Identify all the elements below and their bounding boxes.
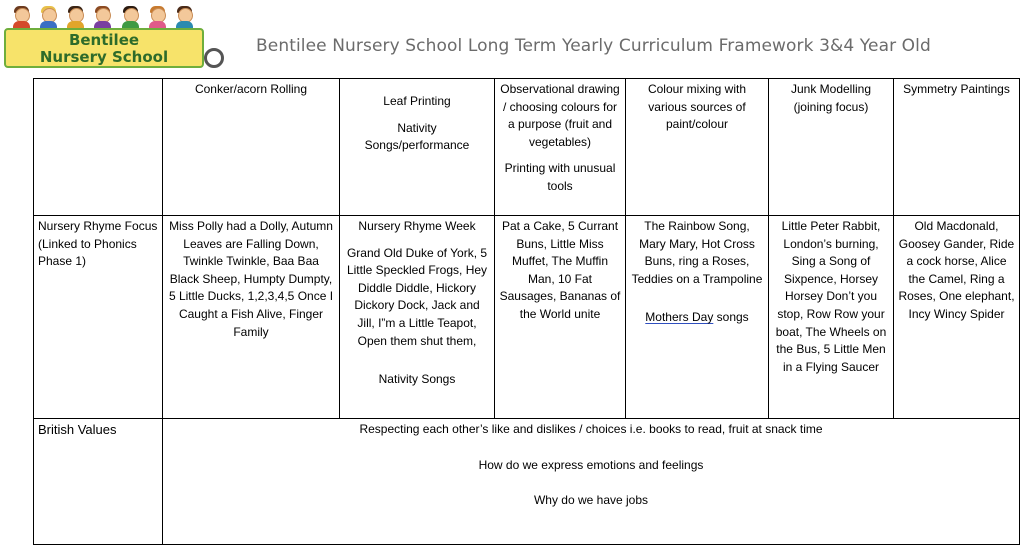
activity-text: Printing with unusual tools — [504, 161, 616, 193]
wheelchair-wheel-icon — [204, 48, 224, 68]
rhyme-footer — [630, 309, 764, 327]
activity-cell — [769, 79, 894, 216]
british-values-row — [34, 419, 1020, 545]
rhyme-footer: Nativity Songs — [378, 372, 456, 387]
activity-text: Conker/acorn Rolling — [194, 82, 308, 96]
british-values-cell — [163, 419, 1020, 545]
rhyme-footer-rest: songs — [713, 310, 749, 325]
rhyme-cell — [626, 216, 769, 419]
nursery-rhyme-row — [34, 216, 1020, 419]
rhyme-text: The Rainbow Song, Mary Mary, Hot Cross Buns, ring a Roses, Teddies on a Trampoline — [631, 219, 763, 286]
logo-text-line2: Nursery School — [39, 48, 169, 66]
activity-text: Colour mixing with various sources of paint/colour — [647, 82, 747, 132]
rhyme-cell: Little Peter Rabbit, London’s burning, Sing a Song of Sixpence, Horsey Horsey Don’t you stop, Row Row your boat, The Wheels on the Bus, 5 Little Men in a Flying Saucer — [769, 216, 894, 419]
school-logo — [4, 4, 228, 70]
rhyme-cell: Pat a Cake, 5 Currant Buns, Little Miss Muffet, The Muffin Man, 10 Fat Sausages, Bananas of the World unite — [495, 216, 626, 419]
logo-banner — [4, 28, 204, 68]
activity-text: Leaf Printing — [383, 94, 451, 108]
activity-text: Nativity Songs/performance — [364, 120, 470, 153]
activity-cell — [495, 79, 626, 216]
mothers-day-link-text: Mothers Day — [645, 310, 714, 325]
curriculum-table — [33, 78, 1020, 545]
rhyme-text: Grand Old Duke of York, 5 Little Speckled Frogs, Hey Diddle Diddle, Hickory Dickory Dock, Jack and Jill, I”m a Little Teapot, Open them shut them, — [346, 245, 488, 348]
activities-row-header — [34, 79, 163, 216]
activity-text: Symmetry Paintings — [903, 82, 1010, 96]
british-value-text: Why do we have jobs — [533, 493, 649, 508]
british-value-text: How do we express emotions and feelings — [478, 457, 704, 472]
nursery-rhyme-row-header: Nursery Rhyme Focus (Linked to Phonics Phase 1) — [34, 216, 163, 419]
activity-text: Observational drawing / choosing colours for a purpose (fruit and vegetables) — [500, 82, 620, 149]
logo-text-line1: Bentilee — [68, 31, 140, 49]
rhyme-cell: Old Macdonald, Goosey Gander, Ride a cock horse, Alice the Camel, Ring a Roses, One elephant, Incy Wincy Spider — [894, 216, 1020, 419]
british-values-row-header: British Values — [34, 419, 163, 545]
page-title: Bentilee Nursery School Long Term Yearly Curriculum Framework 3&4 Year Old — [256, 36, 931, 56]
activities-row — [34, 79, 1020, 216]
rhyme-cell: Miss Polly had a Dolly, Autumn Leaves are Falling Down, Twinkle Twinkle, Baa Baa Black Sheep, Humpty Dumpty, 5 Little Ducks, 1,2,3,4,5 Once I Caught a Fish Alive, Finger Family — [163, 216, 340, 419]
british-value-text: Respecting each other’s like and dislikes / choices i.e. books to read, fruit at snack time — [359, 422, 823, 436]
activity-cell — [894, 79, 1020, 216]
rhyme-cell — [340, 216, 495, 419]
activity-text: Junk Modelling (joining focus) — [790, 82, 872, 114]
activity-cell — [340, 79, 495, 216]
activity-cell — [163, 79, 340, 216]
rhyme-heading: Nursery Rhyme Week — [358, 219, 476, 233]
activity-cell — [626, 79, 769, 216]
